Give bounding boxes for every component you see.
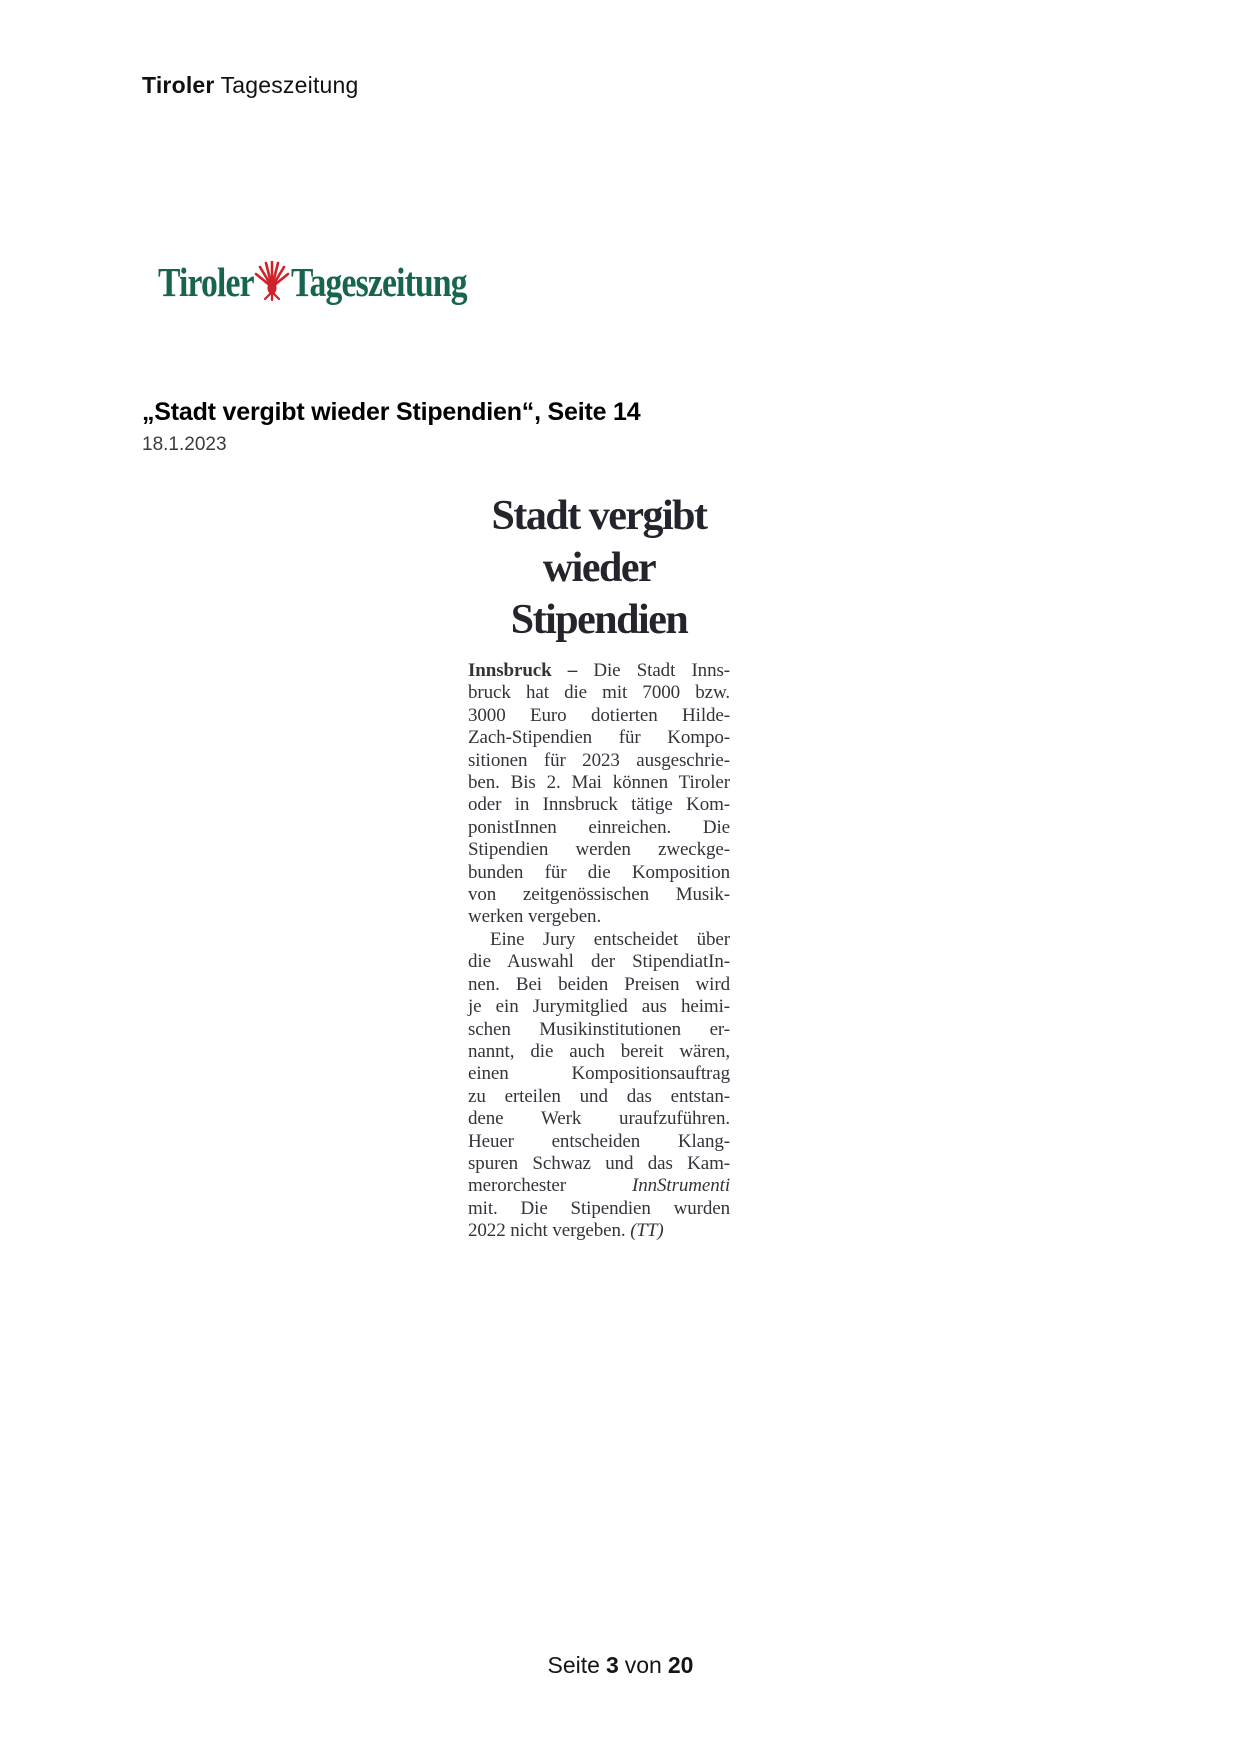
article-body-line: nannt, die auch bereit wären,	[468, 1040, 730, 1062]
article-body-line: nen. Bei beiden Preisen wird	[468, 973, 730, 995]
footer-label-seite: Seite	[547, 1652, 600, 1678]
page-footer	[0, 1652, 1241, 1679]
listing-date: 18.1.2023	[142, 434, 227, 455]
article-body-line: dene Werk uraufzuführen.	[468, 1108, 730, 1130]
article-headline-line: wieder	[542, 545, 656, 591]
article-body-line: bruck hat die mit 7000 bzw.	[468, 682, 730, 704]
article-body-line: je ein Jurymitglied aus heimi-	[468, 996, 730, 1018]
logo-word-tiroler: Tiroler	[158, 259, 254, 305]
article-body-line: zu erteilen und das entstan-	[468, 1085, 730, 1107]
article-body-line: sitionen für 2023 ausgeschrie-	[468, 749, 730, 771]
listing-headline: „Stadt vergibt wieder Stipendien“, Seite 14	[142, 398, 641, 426]
article-body	[468, 660, 730, 1243]
article-body-line: einen Kompositionsauftrag	[468, 1063, 730, 1085]
article-body-line: Innsbruck – Die Stadt Inns-	[468, 660, 730, 681]
article-body-line: ben. Bis 2. Mai können Tiroler	[468, 772, 730, 794]
article-body-line: ponistInnen einreichen. Die	[468, 816, 730, 838]
article-body-line: Eine Jury entscheidet über	[490, 928, 730, 950]
logo-word-tageszeitung: Tageszeitung	[290, 259, 467, 305]
article-body-line: Heuer entscheiden Klang-	[468, 1130, 730, 1152]
newspaper-logo	[158, 256, 505, 304]
article-body-line: von zeitgenössischen Musik-	[468, 884, 730, 906]
footer-page-current: 3	[605, 1652, 619, 1678]
footer-page-total: 20	[667, 1652, 694, 1678]
article-headline-line: Stipendien	[510, 597, 688, 643]
article-body-line: die Auswahl der StipendiatIn-	[468, 951, 730, 973]
article-clipping	[468, 490, 730, 1243]
article-body-line: werken vergeben.	[468, 906, 602, 928]
article-headline-line: Stadt vergibt	[491, 493, 707, 539]
article-body-line: 2022 nicht vergeben. (TT)	[468, 1220, 664, 1242]
header-brand-bold: Tiroler	[142, 72, 215, 98]
article-body-line: Zach-Stipendien für Kompo-	[468, 727, 730, 749]
article-body-line: bunden für die Komposition	[468, 861, 730, 883]
article-body-line: mit. Die Stipendien wurden	[468, 1197, 730, 1219]
article-body-line: 3000 Euro dotierten Hilde-	[468, 704, 730, 726]
article-body-line: schen Musikinstitutionen er-	[468, 1018, 730, 1040]
article-body-line: spuren Schwaz und das Kam-	[468, 1152, 730, 1174]
article-body-line: oder in Innsbruck tätige Kom-	[468, 794, 730, 816]
header-brand	[142, 72, 359, 99]
article-headline	[468, 490, 730, 646]
article-body-line: merorchester InnStrumenti	[468, 1175, 730, 1197]
header-brand-rest: Tageszeitung	[220, 72, 359, 98]
tyrolean-eagle-icon	[251, 260, 293, 302]
footer-label-von: von	[624, 1652, 662, 1678]
article-body-line: Stipendien werden zweckge-	[468, 839, 730, 861]
